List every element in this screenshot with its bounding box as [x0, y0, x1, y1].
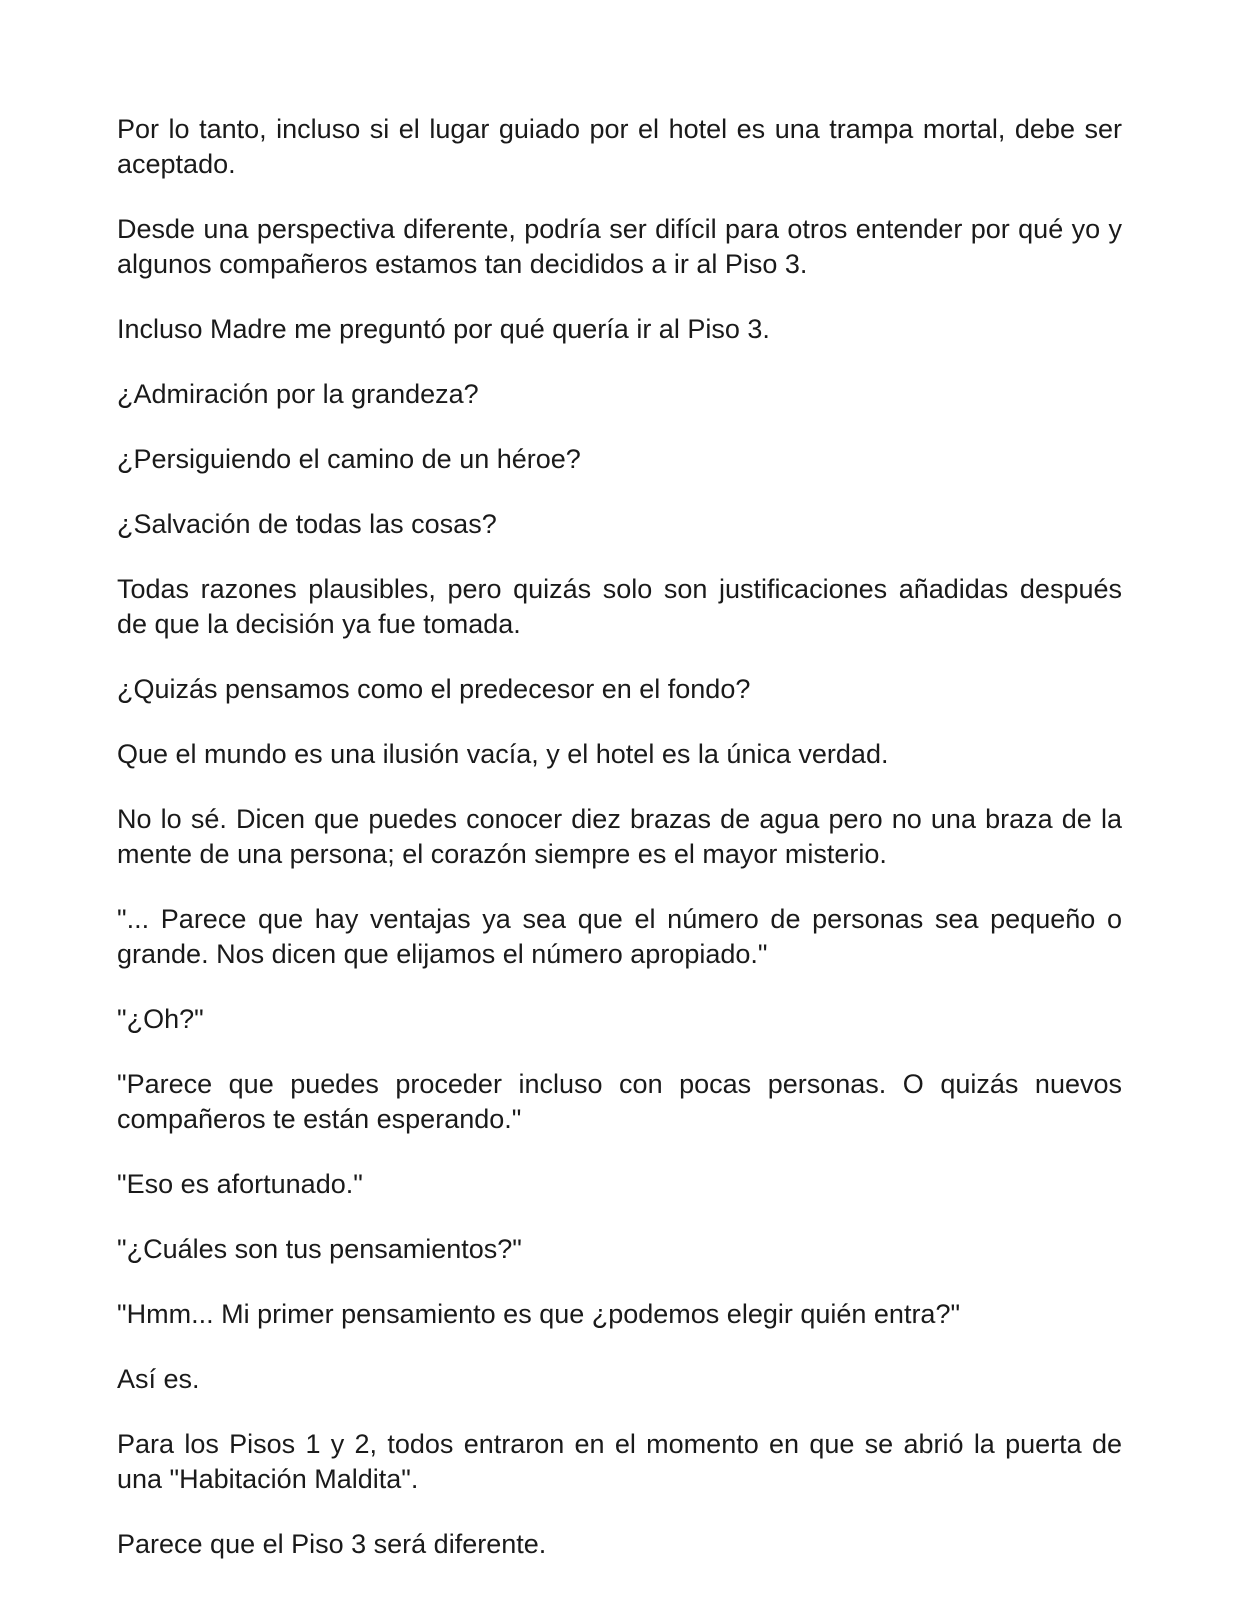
- paragraph: "¿Cuáles son tus pensamientos?": [117, 1234, 522, 1264]
- paragraph: Incluso Madre me preguntó por qué quería ir al Piso 3.: [117, 314, 770, 344]
- paragraph: "Eso es afortunado.": [117, 1169, 363, 1199]
- paragraph: Por lo tanto, incluso si el lugar guiado por el hotel es una trampa mortal, debe ser aceptado.: [117, 114, 1122, 179]
- paragraph: Todas razones plausibles, pero quizás solo son justificaciones añadidas después de que la decisión ya fue tomada.: [117, 574, 1122, 639]
- paragraph: Desde una perspectiva diferente, podría ser difícil para otros entender por qué yo y algunos compañeros estamos tan decididos a ir al Piso 3.: [117, 214, 1122, 279]
- paragraph: "... Parece que hay ventajas ya sea que el número de personas sea pequeño o grande. Nos dicen que elijamos el número apropiado.": [117, 904, 1122, 969]
- paragraph: Para los Pisos 1 y 2, todos entraron en el momento en que se abrió la puerta de una "Habitación Maldita".: [117, 1429, 1122, 1494]
- paragraph: ¿Admiración por la grandeza?: [117, 379, 479, 409]
- paragraph: ¿Persiguiendo el camino de un héroe?: [117, 444, 581, 474]
- paragraph: No lo sé. Dicen que puedes conocer diez brazas de agua pero no una braza de la mente de una persona; el corazón siempre es el mayor misterio.: [117, 804, 1122, 869]
- paragraph: "Hmm... Mi primer pensamiento es que ¿podemos elegir quién entra?": [117, 1299, 961, 1329]
- paragraph: "Parece que puedes proceder incluso con pocas personas. O quizás nuevos compañeros te están esperando.": [117, 1069, 1122, 1134]
- paragraph: "¿Oh?": [117, 1004, 204, 1034]
- paragraph: Parece que el Piso 3 será diferente.: [117, 1529, 547, 1559]
- paragraph: ¿Quizás pensamos como el predecesor en el fondo?: [117, 674, 751, 704]
- paragraph: Que el mundo es una ilusión vacía, y el hotel es la única verdad.: [117, 739, 889, 769]
- paragraph: Así es.: [117, 1364, 200, 1394]
- document-page: [117, 112, 1122, 1562]
- paragraph: ¿Salvación de todas las cosas?: [117, 509, 497, 539]
